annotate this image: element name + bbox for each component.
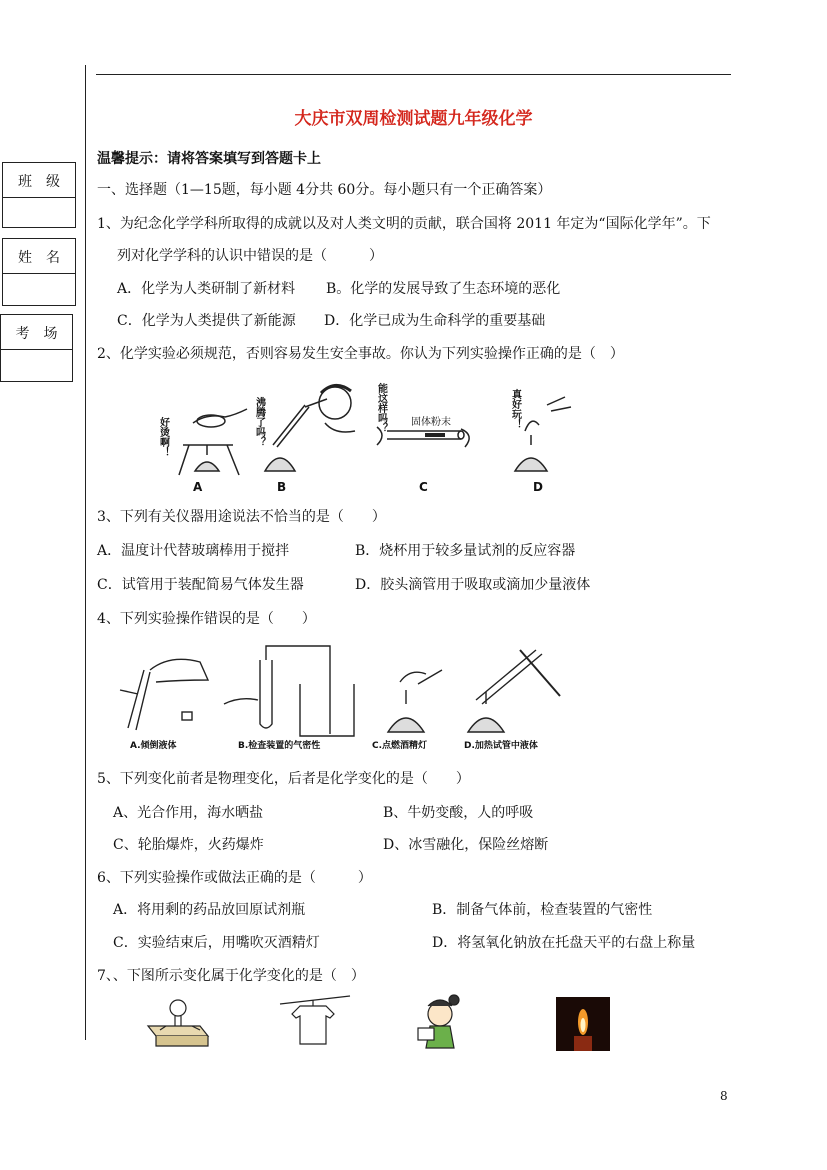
header-rule — [96, 74, 731, 75]
q6-option-b: B．制备气体前，检查装置的气密性 — [432, 902, 653, 918]
q4-figure — [100, 640, 580, 755]
q7-stem: 7、、下图所示变化属于化学变化的是（ ） — [97, 968, 365, 984]
q2-stem: 2、化学实验必须规范，否则容易发生安全事故。你认为下列实验操作正确的是（ ） — [97, 346, 624, 362]
section-heading: 一、选择题（1—15题，每小题 4分共 60分。每小题只有一个正确答案） — [97, 182, 552, 198]
q1-stem-line2: 列对化学学科的认识中错误的是（ ） — [117, 248, 383, 264]
q1-stem-line1: 1、为纪念化学学科所取得的成就以及对人类文明的贡献，联合国将 2011 年定为“国际化学年”。下 — [97, 216, 711, 232]
q5-option-a: A、光合作用，海水晒盐 — [113, 805, 264, 821]
room-label: 考 场 — [15, 326, 58, 342]
bulb-icon — [148, 1000, 208, 1046]
q4-caption-d: D.加热试管中液体 — [464, 741, 538, 751]
page-number: 8 — [720, 1089, 728, 1103]
q2-speech-a: 好烫啊！ — [157, 417, 169, 457]
wet-clothes-icon — [280, 996, 350, 1044]
child-icon — [418, 995, 459, 1048]
page-title: 大庆市双周检测试题九年级化学 — [294, 109, 533, 129]
q3-stem: 3、下列有关仪器用途说法不恰当的是（ ） — [97, 509, 386, 525]
q1-option-c: C．化学为人类提供了新能源 — [117, 313, 296, 329]
class-label: 班 级 — [18, 174, 60, 190]
candle-flame-icon — [556, 997, 610, 1051]
name-box — [2, 238, 76, 306]
q2-label-b: B — [277, 480, 287, 494]
q2-powder-label: 固体粉末 — [411, 417, 451, 428]
name-label: 姓 名 — [18, 250, 60, 266]
room-box — [0, 314, 73, 382]
hint-text: 温馨提示：请将答案填写到答题卡上 — [97, 151, 321, 167]
q4-caption-b: B.检查装置的气密性 — [238, 741, 321, 751]
q3-option-a: A．温度计代替玻璃棒用于搅拌 — [97, 543, 290, 559]
q1-option-b: B。化学的发展导致了生态环境的恶化 — [326, 281, 561, 297]
q4-caption-a: A.倾倒液体 — [130, 741, 177, 751]
q7-figure — [130, 992, 620, 1054]
q2-label-d: D — [533, 480, 543, 494]
q3-option-c: C．试管用于装配简易气体发生器 — [97, 577, 304, 593]
q2-figure — [155, 375, 595, 497]
q5-option-b: B、牛奶变酸，人的呼吸 — [383, 805, 534, 821]
q1-option-d: D．化学已成为生命科学的重要基础 — [324, 313, 546, 329]
q3-option-b: B．烧杯用于较多量试剂的反应容器 — [355, 543, 576, 559]
q4-caption-c: C.点燃酒精灯 — [372, 741, 428, 751]
q5-stem: 5、下列变化前者是物理变化，后者是化学变化的是（ ） — [97, 771, 470, 787]
q6-option-a: A．将用剩的药品放回原试剂瓶 — [113, 902, 306, 918]
q2-speech-b: 沸腾了吗？ — [253, 397, 265, 447]
q6-option-d: D．将氢氧化钠放在托盘天平的右盘上称量 — [432, 935, 696, 951]
q6-stem: 6、下列实验操作或做法正确的是（ ） — [97, 870, 372, 886]
q5-option-c: C、轮胎爆炸，火药爆炸 — [113, 837, 264, 853]
q5-option-d: D、冰雪融化，保险丝熔断 — [383, 837, 549, 853]
q3-option-d: D．胶头滴管用于吸取或滴加少量液体 — [355, 577, 591, 593]
q4-stem: 4、下列实验操作错误的是（ ） — [97, 611, 316, 627]
q2-speech-d: 真好玩！ — [509, 389, 521, 429]
q2-speech-c: 能这样吗？ — [375, 383, 387, 433]
q6-option-c: C．实验结束后，用嘴吹灭酒精灯 — [113, 935, 320, 951]
q2-label-c: C — [419, 480, 428, 494]
q1-option-a: A．化学为人类研制了新材料 — [117, 281, 296, 297]
binding-line — [85, 65, 86, 1040]
q2-label-a: A — [193, 480, 203, 494]
class-box — [2, 162, 76, 228]
